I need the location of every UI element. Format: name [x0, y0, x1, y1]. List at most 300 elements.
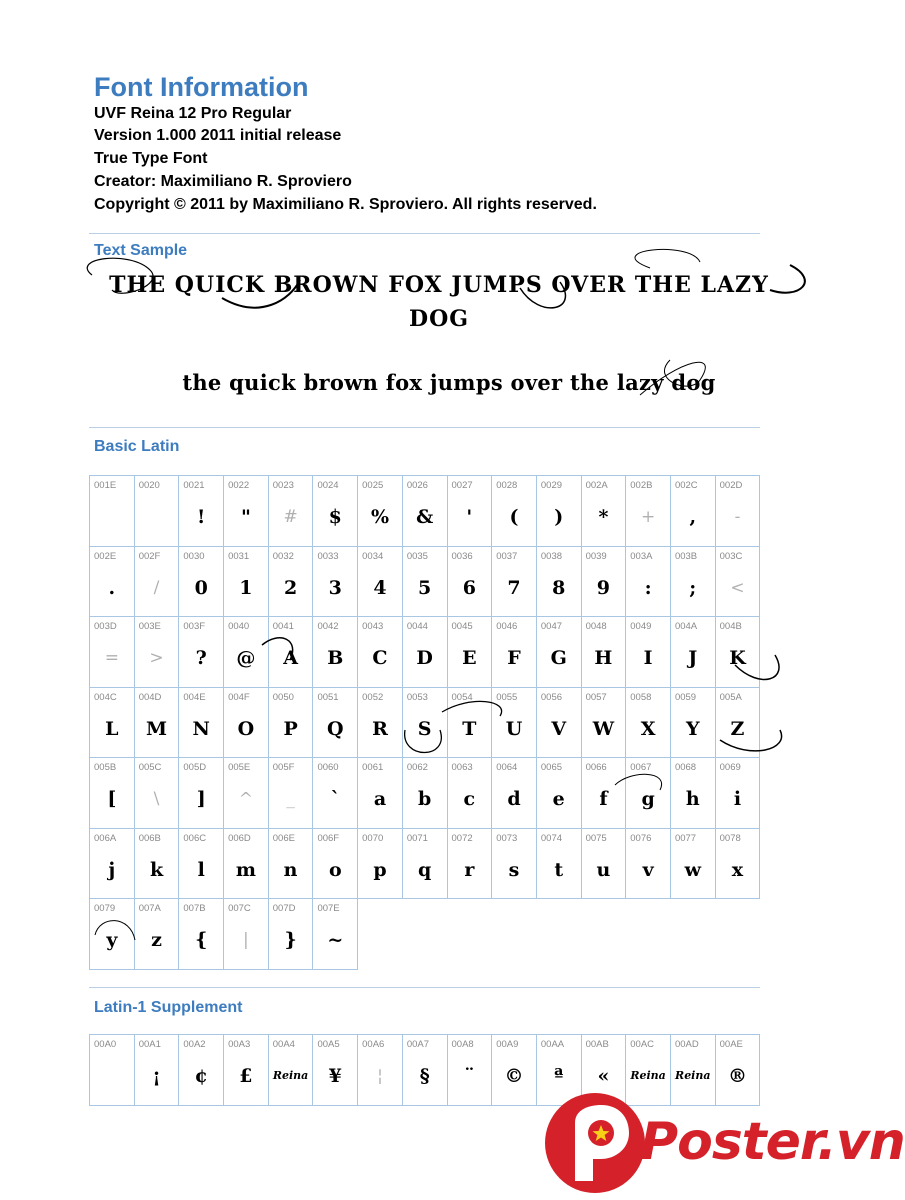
glyph-cell — [536, 828, 582, 900]
glyph-code: 0045 — [451, 621, 473, 632]
glyph-code: 004B — [719, 621, 742, 632]
glyph-sample: l — [197, 858, 205, 881]
glyph-sample: { — [195, 929, 208, 951]
glyph-code: 0028 — [496, 480, 518, 491]
font-creator: Creator: Maximiliano R. Sproviero — [94, 173, 352, 190]
glyph-cell — [134, 1034, 180, 1106]
glyph-code: 007B — [183, 903, 206, 914]
glyph-code: 00A9 — [496, 1039, 519, 1050]
glyph-code: 007D — [272, 903, 296, 914]
glyph-cell — [491, 687, 537, 759]
glyph-cell — [491, 616, 537, 688]
glyph-code: 002B — [630, 480, 653, 491]
glyph-sample: : — [644, 576, 652, 599]
glyph-cell — [134, 475, 180, 547]
glyph-cell — [581, 475, 627, 547]
glyph-sample: B — [327, 647, 344, 669]
glyph-cell — [715, 828, 761, 900]
glyph-sample: a — [373, 788, 387, 810]
glyph-sample: % — [370, 506, 389, 528]
glyph-sample: O — [237, 717, 255, 740]
glyph-code: 005E — [228, 762, 251, 773]
glyph-sample: t — [554, 858, 564, 881]
glyph-code: 0041 — [272, 621, 294, 632]
glyph-sample: - — [734, 507, 741, 527]
glyph-cell — [581, 546, 627, 618]
glyph-cell — [625, 828, 671, 900]
glyph-sample: S — [417, 717, 432, 740]
glyph-sample: « — [597, 1065, 610, 1087]
glyph-code: 0034 — [362, 550, 384, 562]
glyph-code: 002F — [138, 550, 161, 562]
glyph-code: 007E — [317, 903, 340, 914]
glyph-code: 0056 — [540, 691, 563, 703]
glyph-code: 0060 — [317, 762, 339, 773]
font-version: Version 1.000 2011 initial release — [94, 127, 342, 144]
glyph-sample: 1 — [239, 576, 253, 599]
glyph-cell — [715, 757, 761, 829]
glyph-cell — [312, 1034, 358, 1106]
glyph-sample: ¢ — [194, 1065, 208, 1087]
glyph-sample: § — [419, 1065, 430, 1087]
font-copyright: Copyright © 2011 by Maximiliano R. Sproviero. All rights reserved. — [94, 196, 597, 213]
glyph-code: 0039 — [585, 550, 607, 562]
glyph-code: 0021 — [183, 480, 205, 491]
glyph-code: 0036 — [451, 550, 473, 562]
glyph-sample: F — [507, 647, 521, 669]
glyph-code: 004F — [228, 691, 250, 703]
glyph-cell — [89, 757, 135, 829]
glyph-code: 0052 — [362, 691, 384, 703]
glyph-sample: & — [416, 506, 434, 528]
glyph-cell — [402, 1034, 448, 1106]
glyph-sample: o — [328, 858, 342, 881]
glyph-cell — [447, 757, 493, 829]
glyph-sample: z — [151, 929, 162, 951]
glyph-sample: J — [688, 647, 698, 669]
glyph-sample: I — [643, 647, 653, 669]
glyph-code: 007A — [138, 903, 161, 914]
glyph-code: 0057 — [585, 691, 607, 703]
glyph-sample: X — [640, 717, 656, 740]
glyph-cell — [134, 828, 180, 900]
glyph-cell — [268, 1034, 314, 1106]
glyph-sample: ] — [196, 788, 206, 810]
glyph-sample: \ — [153, 789, 160, 809]
glyph-sample: 2 — [283, 576, 298, 599]
glyph-sample: ¥ — [328, 1065, 342, 1087]
glyph-sample: d — [507, 788, 521, 810]
glyph-sample: m — [235, 858, 256, 881]
glyph-code: 0022 — [228, 480, 250, 491]
glyph-code: 003A — [630, 550, 653, 562]
glyph-sample: Y — [685, 717, 700, 740]
glyph-code: 005C — [138, 762, 162, 773]
glyph-code: 0065 — [540, 762, 563, 773]
glyph-code: 0063 — [451, 762, 473, 773]
glyph-sample: 3 — [328, 576, 342, 599]
glyph-code: 0069 — [719, 762, 741, 773]
glyph-sample: ! — [197, 506, 206, 528]
glyph-sample: R — [372, 717, 388, 740]
glyph-code: 0047 — [540, 621, 563, 632]
glyph-cell — [312, 616, 358, 688]
glyph-code: 00A8 — [451, 1039, 474, 1050]
glyph-cell — [357, 687, 403, 759]
glyph-code: 00A4 — [272, 1039, 295, 1050]
glyph-cell — [402, 757, 448, 829]
glyph-code: 002A — [585, 480, 608, 491]
glyph-sample: / — [153, 577, 160, 598]
glyph-code: 00A0 — [94, 1039, 117, 1050]
glyph-cell — [223, 898, 269, 970]
glyph-cell — [89, 687, 135, 759]
glyph-code: 003E — [138, 621, 161, 632]
glyph-code: 006E — [272, 832, 295, 844]
glyph-code: 0059 — [674, 691, 697, 703]
glyph-sample: G — [550, 647, 567, 669]
latin1-heading: Latin-1 Supplement — [94, 999, 243, 1016]
glyph-cell — [223, 616, 269, 688]
glyph-sample: y — [106, 929, 118, 951]
glyph-cell — [447, 616, 493, 688]
glyph-sample: u — [596, 858, 611, 881]
glyph-sample: | — [243, 930, 249, 950]
glyph-cell — [491, 1034, 537, 1106]
glyph-cell — [89, 475, 135, 547]
glyph-cell — [89, 828, 135, 900]
glyph-code: 004A — [674, 621, 698, 632]
glyph-sample: Reina — [272, 1069, 309, 1082]
glyph-cell — [581, 828, 627, 900]
divider — [89, 427, 760, 428]
glyph-sample: s — [508, 858, 520, 881]
glyph-code: 0051 — [317, 691, 339, 703]
glyph-code: 0071 — [406, 832, 428, 844]
glyph-sample: # — [283, 507, 298, 527]
glyph-code: 005D — [183, 762, 207, 773]
glyph-code: 004D — [138, 691, 162, 703]
glyph-code: 00AD — [674, 1039, 699, 1050]
glyph-code: 0070 — [362, 832, 384, 844]
glyph-cell — [402, 616, 448, 688]
glyph-cell — [670, 546, 716, 618]
glyph-cell — [536, 475, 582, 547]
glyph-sample: P — [283, 717, 298, 740]
glyph-code: 0075 — [585, 832, 607, 844]
glyph-sample: v — [642, 858, 654, 881]
glyph-sample: c — [463, 788, 476, 810]
glyph-sample: 6 — [462, 576, 476, 599]
font-name: UVF Reina 12 Pro Regular — [94, 105, 292, 122]
glyph-code: 004E — [183, 691, 206, 703]
glyph-cell — [447, 475, 493, 547]
glyph-code: 0031 — [228, 550, 250, 562]
glyph-cell — [715, 616, 761, 688]
glyph-sample: V — [551, 717, 567, 740]
glyph-code: 0032 — [272, 550, 294, 562]
glyph-code: 002C — [674, 480, 698, 491]
glyph-sample: x — [731, 858, 744, 881]
glyph-sample: 9 — [596, 576, 611, 599]
glyph-cell — [134, 546, 180, 618]
glyph-code: 001E — [94, 480, 117, 491]
glyph-sample: 7 — [507, 576, 521, 599]
glyph-cell — [178, 828, 224, 900]
glyph-cell — [715, 687, 761, 759]
glyph-cell — [357, 757, 403, 829]
glyph-cell — [447, 1034, 493, 1106]
glyph-sample: Z — [730, 717, 745, 740]
glyph-sample: ® — [727, 1065, 747, 1087]
glyph-code: 0050 — [272, 691, 294, 703]
glyph-code: 0026 — [406, 480, 428, 491]
glyph-sample: U — [505, 717, 523, 740]
glyph-code: 005B — [94, 762, 117, 773]
glyph-code: 002D — [719, 480, 743, 491]
glyph-cell — [268, 546, 314, 618]
glyph-cell — [312, 475, 358, 547]
glyph-sample: £ — [239, 1065, 253, 1087]
glyph-cell — [223, 828, 269, 900]
glyph-code: 0044 — [406, 621, 428, 632]
glyph-code: 002E — [94, 550, 117, 562]
glyph-cell — [491, 828, 537, 900]
glyph-code: 00A2 — [183, 1039, 206, 1050]
page-title: Font Information — [94, 72, 309, 102]
glyph-sample: h — [685, 788, 700, 810]
glyph-code: 0027 — [451, 480, 473, 491]
glyph-code: 004C — [94, 691, 117, 703]
glyph-sample: ^ — [238, 789, 254, 809]
glyph-cell — [89, 898, 135, 970]
glyph-code: 0055 — [496, 691, 518, 703]
glyph-cell — [447, 546, 493, 618]
glyph-code: 0049 — [630, 621, 652, 632]
glyph-cell — [223, 546, 269, 618]
glyph-sample: ¡ — [152, 1065, 161, 1087]
glyph-cell — [357, 1034, 403, 1106]
glyph-code: 0025 — [362, 480, 384, 491]
glyph-cell — [312, 687, 358, 759]
glyph-code: 0078 — [719, 832, 741, 844]
glyph-sample: © — [504, 1065, 524, 1087]
glyph-code: 0030 — [183, 550, 205, 562]
glyph-sample: ( — [509, 506, 519, 528]
glyph-cell — [178, 546, 224, 618]
glyph-code: 0038 — [540, 550, 563, 562]
glyph-code: 0046 — [496, 621, 518, 632]
sample-uppercase: THE QUICK BROWN FOX JUMPS OVER THE LAZY DOG — [109, 272, 769, 332]
glyph-sample: H — [594, 647, 613, 669]
glyph-cell — [268, 757, 314, 829]
divider — [89, 233, 760, 234]
glyph-code: 00AB — [585, 1039, 609, 1050]
glyph-cell — [357, 475, 403, 547]
glyph-cell — [491, 475, 537, 547]
glyph-sample: > — [149, 648, 164, 668]
glyph-cell — [223, 1034, 269, 1106]
glyph-code: 005A — [719, 691, 742, 703]
sample-lowercase: the quick brown fox jumps over the lazy dog — [182, 370, 716, 395]
glyph-cell — [625, 687, 671, 759]
glyph-sample: Reina — [675, 1069, 711, 1082]
glyph-cell — [491, 546, 537, 618]
glyph-cell — [268, 687, 314, 759]
glyph-sample: k — [149, 858, 164, 881]
glyph-sample: N — [192, 717, 210, 740]
glyph-sample: Reina — [630, 1069, 666, 1082]
glyph-code: 0029 — [540, 480, 563, 491]
glyph-sample: ~ — [327, 929, 344, 951]
glyph-sample: ¨ — [464, 1065, 475, 1087]
glyph-code: 00A1 — [138, 1039, 161, 1050]
glyph-cell — [670, 475, 716, 547]
glyph-sample: Q — [327, 717, 344, 740]
glyph-code: 0068 — [674, 762, 697, 773]
glyph-cell — [402, 546, 448, 618]
glyph-sample: M — [146, 717, 168, 740]
glyph-sample: 8 — [552, 576, 566, 599]
glyph-cell — [89, 546, 135, 618]
glyph-code: 0062 — [406, 762, 428, 773]
glyph-cell — [670, 757, 716, 829]
glyph-code: 00AC — [630, 1039, 655, 1050]
glyph-code: 005F — [272, 762, 295, 773]
glyph-code: 0043 — [362, 621, 384, 632]
glyph-cell — [312, 757, 358, 829]
poster-p-icon — [545, 1093, 645, 1193]
glyph-code: 0053 — [406, 691, 428, 703]
glyph-cell — [178, 616, 224, 688]
poster-logo-text: Poster.vn — [640, 1112, 905, 1172]
glyph-sample: b — [418, 788, 432, 810]
glyph-sample: g — [641, 788, 655, 810]
glyph-code: 0040 — [228, 621, 250, 632]
glyph-cell — [223, 475, 269, 547]
glyph-cell — [715, 475, 761, 547]
glyph-sample: ? — [195, 647, 207, 669]
glyph-code: 0058 — [630, 691, 652, 703]
glyph-sample: W — [592, 717, 615, 740]
glyph-cell — [223, 687, 269, 759]
glyph-code: 0066 — [585, 762, 607, 773]
glyph-sample: * — [598, 506, 609, 528]
glyph-cell — [402, 687, 448, 759]
glyph-sample: f — [599, 788, 608, 810]
glyph-code: 0061 — [362, 762, 384, 773]
glyph-sample: r — [464, 858, 475, 881]
glyph-code: 0033 — [317, 550, 339, 562]
glyph-sample: q — [418, 858, 432, 881]
glyph-cell — [491, 757, 537, 829]
basic-latin-heading: Basic Latin — [94, 438, 180, 455]
glyph-cell — [581, 687, 627, 759]
divider — [89, 987, 760, 988]
glyph-cell — [402, 828, 448, 900]
glyph-cell — [134, 898, 180, 970]
glyph-cell — [312, 898, 358, 970]
glyph-code: 0064 — [496, 762, 518, 773]
glyph-code: 0035 — [406, 550, 428, 562]
glyph-cell — [447, 828, 493, 900]
glyph-cell — [134, 757, 180, 829]
glyph-sample: $ — [328, 506, 342, 528]
glyph-sample: E — [462, 647, 477, 669]
glyph-sample: ª — [554, 1065, 564, 1087]
glyph-code: 00AE — [719, 1039, 743, 1050]
glyph-code: 006F — [317, 832, 340, 844]
glyph-cell — [312, 828, 358, 900]
glyph-sample: ' — [466, 506, 473, 528]
glyph-sample: = — [104, 648, 119, 668]
glyph-sample: i — [733, 788, 742, 810]
glyph-sample: " — [240, 506, 251, 528]
glyph-code: 003B — [674, 550, 698, 562]
text-sample-heading: Text Sample — [94, 242, 188, 259]
glyph-sample: K — [729, 647, 746, 669]
glyph-cell — [178, 757, 224, 829]
glyph-sample: } — [284, 929, 297, 951]
glyph-sample: e — [552, 788, 565, 810]
glyph-sample: ; — [689, 576, 697, 599]
glyph-sample: . — [108, 576, 116, 599]
glyph-cell — [89, 1034, 135, 1106]
glyph-code: 0048 — [585, 621, 607, 632]
glyph-cell — [715, 546, 761, 618]
glyph-cell — [670, 616, 716, 688]
font-type: True Type Font — [94, 150, 208, 167]
glyph-code: 0067 — [630, 762, 652, 773]
glyph-code: 0042 — [317, 621, 339, 632]
glyph-cell — [268, 616, 314, 688]
glyph-cell — [178, 475, 224, 547]
glyph-cell — [625, 475, 671, 547]
glyph-cell — [402, 475, 448, 547]
glyph-code: 00A3 — [228, 1039, 251, 1050]
glyph-code: 003D — [94, 621, 117, 632]
glyph-cell — [134, 687, 180, 759]
poster-vn-watermark — [542, 1090, 905, 1200]
glyph-sample: j — [108, 858, 116, 881]
glyph-sample: < — [730, 577, 745, 598]
glyph-code: 00A5 — [317, 1039, 340, 1050]
glyph-cell — [447, 687, 493, 759]
glyph-cell — [625, 546, 671, 618]
glyph-cell — [268, 475, 314, 547]
glyph-cell — [89, 616, 135, 688]
glyph-sample: @ — [236, 647, 256, 669]
glyph-code: 00A7 — [406, 1039, 429, 1050]
glyph-code: 0024 — [317, 480, 339, 491]
glyph-code: 0074 — [540, 832, 563, 844]
glyph-sample: D — [416, 647, 433, 669]
glyph-cell — [670, 828, 716, 900]
glyph-code: 006A — [94, 832, 117, 844]
glyph-sample: T — [462, 717, 477, 740]
glyph-sample: p — [373, 858, 387, 881]
glyph-code: 006D — [228, 832, 251, 844]
glyph-code: 00AA — [540, 1039, 565, 1050]
glyph-cell — [178, 1034, 224, 1106]
glyph-code: 0023 — [272, 480, 294, 491]
glyph-sample: , — [689, 506, 697, 528]
glyph-cell — [536, 546, 582, 618]
glyph-code: 007C — [228, 903, 251, 914]
glyph-sample: C — [372, 647, 388, 669]
basic-latin-grid — [89, 475, 759, 969]
glyph-cell — [357, 616, 403, 688]
